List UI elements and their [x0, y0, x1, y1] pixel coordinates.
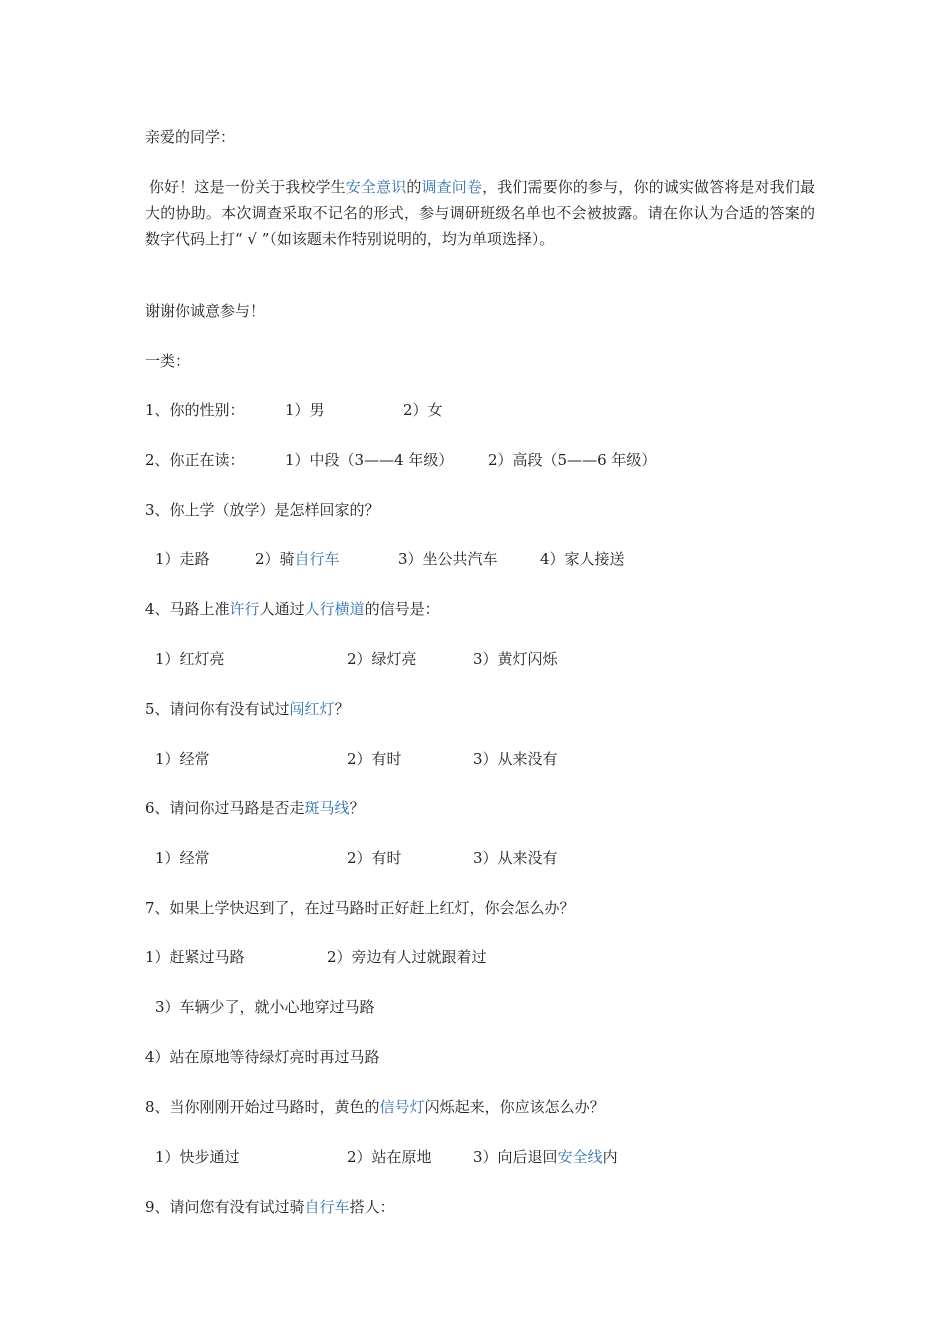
question-1: 1、你的性别：: [145, 401, 245, 419]
intro-paragraph: [145, 174, 815, 252]
q4-text-1: 4、马路上准: [145, 600, 230, 618]
q3-option-2-text: 2）骑: [255, 550, 295, 568]
q3-option-2: [255, 548, 340, 570]
link-bicycle-2[interactable]: 自行车: [304, 1198, 350, 1216]
q6-text-1: 6、请问你过马路是否走: [145, 799, 305, 817]
q4-option-2: 2）绿灯亮: [347, 650, 417, 668]
link-red-light[interactable]: 闯红灯: [289, 700, 335, 718]
q5-option-1: 1）经常: [155, 750, 210, 768]
q8-option-3: [473, 1146, 618, 1168]
link-crosswalk[interactable]: 人行横道: [304, 600, 365, 618]
question-7: 7、如果上学快迟到了，在过马路时正好赶上红灯，你会怎么办？: [145, 899, 575, 917]
link-zebra-crossing[interactable]: 斑马线: [304, 799, 350, 817]
q2-option-1: 1）中段（3——4 年级）: [285, 451, 454, 469]
q6-option-1: 1）经常: [155, 849, 210, 867]
question-8: [145, 1096, 605, 1118]
q6-option-2: 2）有时: [347, 849, 402, 867]
link-traffic-signal[interactable]: 信号灯: [379, 1098, 425, 1116]
link-safety-awareness[interactable]: 安全意识: [345, 178, 407, 196]
q9-text-1: 9、请问您有没有试过骑: [145, 1198, 305, 1216]
q7-option-1: 1）赶紧过马路: [145, 948, 245, 966]
q3-option-4: 4）家人接送: [540, 550, 625, 568]
link-safety-line[interactable]: 安全线: [557, 1148, 603, 1166]
q5-option-3: 3）从来没有: [473, 750, 558, 768]
q8-option-3-text-2: 内: [602, 1148, 618, 1166]
q8-option-2: 2）站在原地: [347, 1148, 432, 1166]
question-3: 3、你上学（放学）是怎样回家的？: [145, 501, 380, 519]
question-9: [145, 1196, 395, 1218]
intro-text-2: 的: [406, 178, 422, 196]
q8-text-2: 闪烁起来，你应该怎么办？: [424, 1098, 605, 1116]
q4-option-1: 1）红灯亮: [155, 650, 225, 668]
category-heading: 一类：: [145, 352, 191, 370]
q3-option-1: 1）走路: [155, 550, 210, 568]
greeting: 亲爱的同学：: [145, 128, 236, 146]
q4-option-3: 3）黄灯闪烁: [473, 650, 558, 668]
q3-option-3: 3）坐公共汽车: [398, 550, 498, 568]
q8-option-1: 1）快步通过: [155, 1148, 240, 1166]
link-questionnaire[interactable]: 调查问卷: [421, 178, 483, 196]
q8-option-3-text-1: 3）向后退回: [473, 1148, 558, 1166]
question-2: 2、你正在读：: [145, 451, 245, 469]
q1-option-2: 2）女: [403, 401, 443, 419]
q7-option-4: 4）站在原地等待绿灯亮时再过马路: [145, 1048, 380, 1066]
q7-option-3: 3）车辆少了，就小心地穿过马路: [155, 998, 375, 1016]
q5-text-1: 5、请问你有没有试过: [145, 700, 290, 718]
q1-option-1: 1）男: [285, 401, 325, 419]
intro-text-3: ，我们需要你的参与，你的诚实做答将是对我们最大的协助。本次调查采取不记名的形式，参与调研班级名单也不会被披露。请在你认为合适的答案的数字代码上打“ √ ”（如该题未作特别说明的，均为单项选择）。: [145, 178, 815, 248]
thanks-text: 谢谢你诚意参与！: [145, 302, 266, 320]
link-permit[interactable]: 许行: [229, 600, 260, 618]
q4-text-2: 人通过: [259, 600, 305, 618]
q5-text-2: ？: [334, 700, 350, 718]
q7-option-2: 2）旁边有人过就跟着过: [327, 948, 487, 966]
q4-text-3: 的信号是：: [364, 600, 440, 618]
q6-option-3: 3）从来没有: [473, 849, 558, 867]
question-6: [145, 797, 365, 819]
question-4: [145, 598, 440, 620]
question-5: [145, 698, 350, 720]
q5-option-2: 2）有时: [347, 750, 402, 768]
intro-text-1: 你好！这是一份关于我校学生: [149, 178, 346, 196]
link-bicycle[interactable]: 自行车: [294, 550, 340, 568]
q8-text-1: 8、当你刚刚开始过马路时，黄色的: [145, 1098, 380, 1116]
q9-text-2: 搭人：: [349, 1198, 395, 1216]
q2-option-2: 2）高段（5——6 年级）: [488, 451, 657, 469]
q6-text-2: ？: [349, 799, 365, 817]
